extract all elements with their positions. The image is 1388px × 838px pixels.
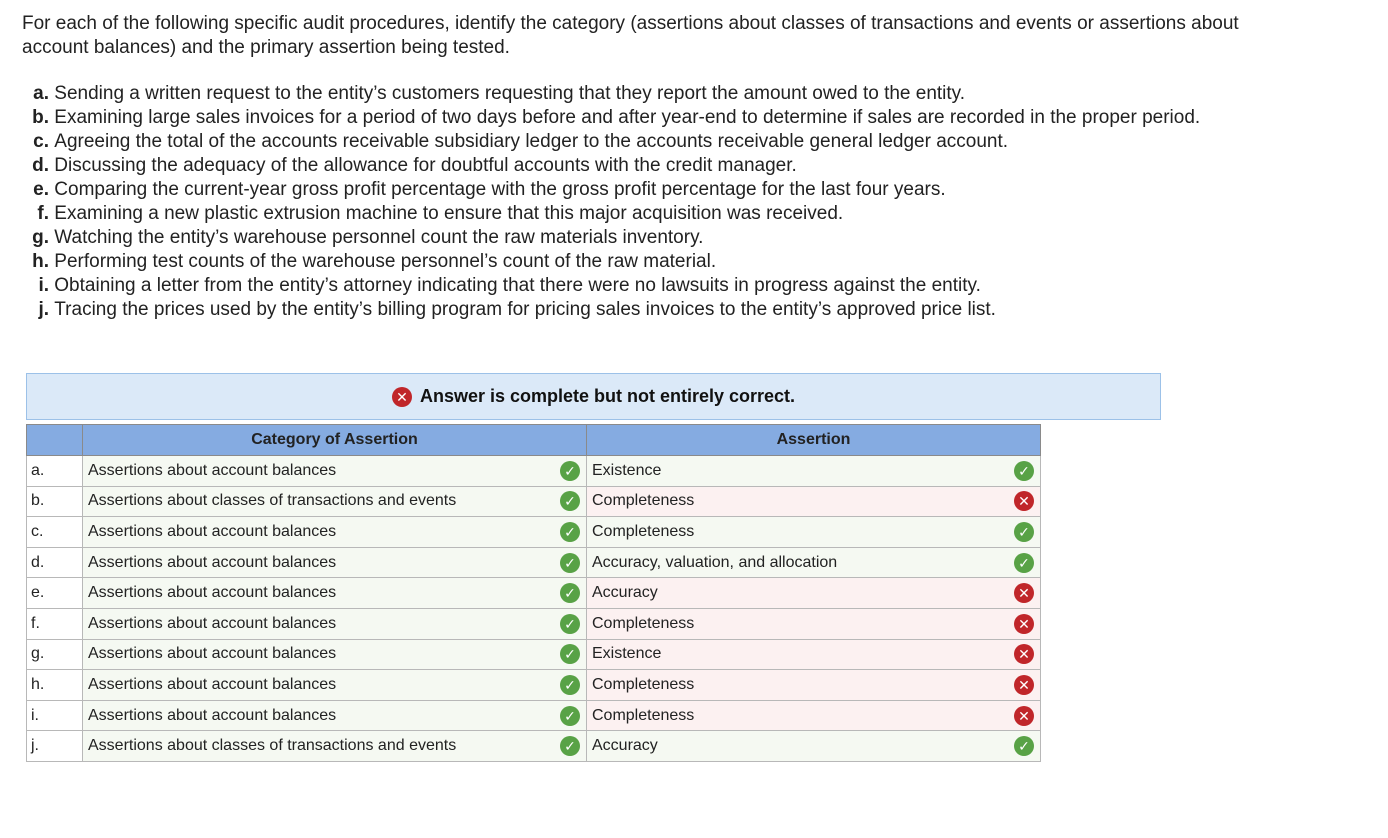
category-value: Assertions about account balances [88,645,337,663]
row-label: f. [27,608,83,639]
table-row [27,517,1041,548]
row-label: e. [27,578,83,609]
row-label: j. [27,731,83,762]
procedure-label: d. [32,155,49,176]
procedure-text: Obtaining a letter from the entity’s attorney indicating that there were no lawsuits in progress against the entity. [54,275,981,296]
procedure-list [25,82,1305,322]
procedure-label: e. [33,179,49,200]
x-circle-icon: ✕ [392,387,412,407]
x-circle-icon: ✕ [1014,491,1034,511]
table-row [27,608,1041,639]
category-select[interactable] [83,456,587,487]
row-label: b. [27,486,83,517]
procedure-item [25,298,1305,322]
assertion-select[interactable] [587,486,1041,517]
check-circle-icon: ✓ [560,614,580,634]
assertion-select[interactable] [587,639,1041,670]
check-circle-icon: ✓ [1014,553,1034,573]
category-value: Assertions about account balances [88,553,337,571]
row-label: d. [27,547,83,578]
row-label: g. [27,639,83,670]
x-circle-icon: ✕ [1014,675,1034,695]
category-value: Assertions about account balances [88,614,337,632]
table-row [27,700,1041,731]
procedure-item [25,202,1305,226]
category-select[interactable] [83,578,587,609]
check-circle-icon: ✓ [560,491,580,511]
assertion-value: Completeness [592,706,695,724]
assertion-value: Completeness [592,492,695,510]
category-select[interactable] [83,547,587,578]
category-value: Assertions about classes of transactions and events [88,737,457,755]
check-circle-icon: ✓ [560,583,580,603]
category-value: Assertions about account balances [88,675,337,693]
x-circle-icon: ✕ [1014,614,1034,634]
check-circle-icon: ✓ [560,553,580,573]
assertion-select[interactable] [587,700,1041,731]
table-row [27,486,1041,517]
table-row [27,639,1041,670]
procedure-label: g. [32,227,49,248]
procedure-text: Sending a written request to the entity’s customers requesting that they report the amount owed to the entity. [54,83,966,104]
category-value: Assertions about account balances [88,522,337,540]
check-circle-icon: ✓ [560,706,580,726]
assertion-select[interactable] [587,456,1041,487]
row-label: a. [27,456,83,487]
procedure-label: a. [33,83,49,104]
category-select[interactable] [83,608,587,639]
category-select[interactable] [83,517,587,548]
procedure-label: f. [37,203,49,224]
assertion-value: Existence [592,461,662,479]
result-banner-text: Answer is complete but not entirely correct. [419,386,796,406]
procedure-text: Examining large sales invoices for a period of two days before and after year-end to determine if sales are recorded in the proper period. [54,107,1201,128]
assertion-select[interactable] [587,517,1041,548]
procedure-item [25,226,1305,250]
category-select[interactable] [83,670,587,701]
table-row [27,456,1041,487]
procedure-text: Discussing the adequacy of the allowance for doubtful accounts with the credit manager. [54,155,797,176]
procedure-item [25,178,1305,202]
procedure-text: Performing test counts of the warehouse personnel’s count of the raw material. [54,251,717,272]
table-row [27,578,1041,609]
check-circle-icon: ✓ [560,644,580,664]
procedure-text: Tracing the prices used by the entity’s billing program for pricing sales invoices to the entity’s approved price list. [54,299,996,320]
procedure-label: b. [32,107,49,128]
category-select[interactable] [83,731,587,762]
procedure-label: i. [38,275,49,296]
header-label-column [27,425,83,456]
procedure-item [25,106,1305,130]
assertion-select[interactable] [587,578,1041,609]
procedure-label: j. [38,299,49,320]
row-label: h. [27,670,83,701]
procedure-item [25,82,1305,106]
assertion-value: Existence [592,645,662,663]
assertion-value: Accuracy [592,737,658,755]
procedure-label: c. [33,131,49,152]
row-label: i. [27,700,83,731]
row-label: c. [27,517,83,548]
category-value: Assertions about classes of transactions and events [88,492,457,510]
table-row [27,670,1041,701]
procedure-item [25,130,1305,154]
check-circle-icon: ✓ [1014,461,1034,481]
x-circle-icon: ✕ [1014,706,1034,726]
category-select[interactable] [83,700,587,731]
check-circle-icon: ✓ [560,461,580,481]
assertion-select[interactable] [587,731,1041,762]
assertion-select[interactable] [587,547,1041,578]
assertion-select[interactable] [587,670,1041,701]
assertion-value: Accuracy [592,584,658,602]
table-header-row [27,425,1041,456]
category-select[interactable] [83,486,587,517]
table-row [27,547,1041,578]
procedure-item [25,250,1305,274]
assertion-value: Completeness [592,614,695,632]
result-banner [26,373,1161,420]
category-value: Assertions about account balances [88,461,337,479]
assertion-select[interactable] [587,608,1041,639]
check-circle-icon: ✓ [560,736,580,756]
check-circle-icon: ✓ [560,522,580,542]
procedure-item [25,274,1305,298]
x-circle-icon: ✕ [1014,644,1034,664]
table-row [27,731,1041,762]
header-assertion: Assertion [587,425,1041,456]
procedure-text: Examining a new plastic extrusion machine to ensure that this major acquisition was received. [54,203,844,224]
procedure-label: h. [32,251,49,272]
category-value: Assertions about account balances [88,584,337,602]
answer-table [26,424,1041,762]
category-value: Assertions about account balances [88,706,337,724]
procedure-item [25,154,1305,178]
procedure-text: Watching the entity’s warehouse personnel count the raw materials inventory. [54,227,704,248]
category-select[interactable] [83,639,587,670]
check-circle-icon: ✓ [560,675,580,695]
header-category: Category of Assertion [83,425,587,456]
assertion-value: Accuracy, valuation, and allocation [592,553,838,571]
check-circle-icon: ✓ [1014,736,1034,756]
x-circle-icon: ✕ [1014,583,1034,603]
assertion-value: Completeness [592,522,695,540]
procedure-text: Comparing the current-year gross profit percentage with the gross profit percentage for the last four years. [54,179,946,200]
procedure-text: Agreeing the total of the accounts receivable subsidiary ledger to the accounts receivable general ledger account. [54,131,1009,152]
check-circle-icon: ✓ [1014,522,1034,542]
assertion-value: Completeness [592,675,695,693]
question-intro: For each of the following specific audit procedures, identify the category (assertions about classes of transactions and events or assertions about account balances) and the primary assertion being tested. [22,13,1239,58]
